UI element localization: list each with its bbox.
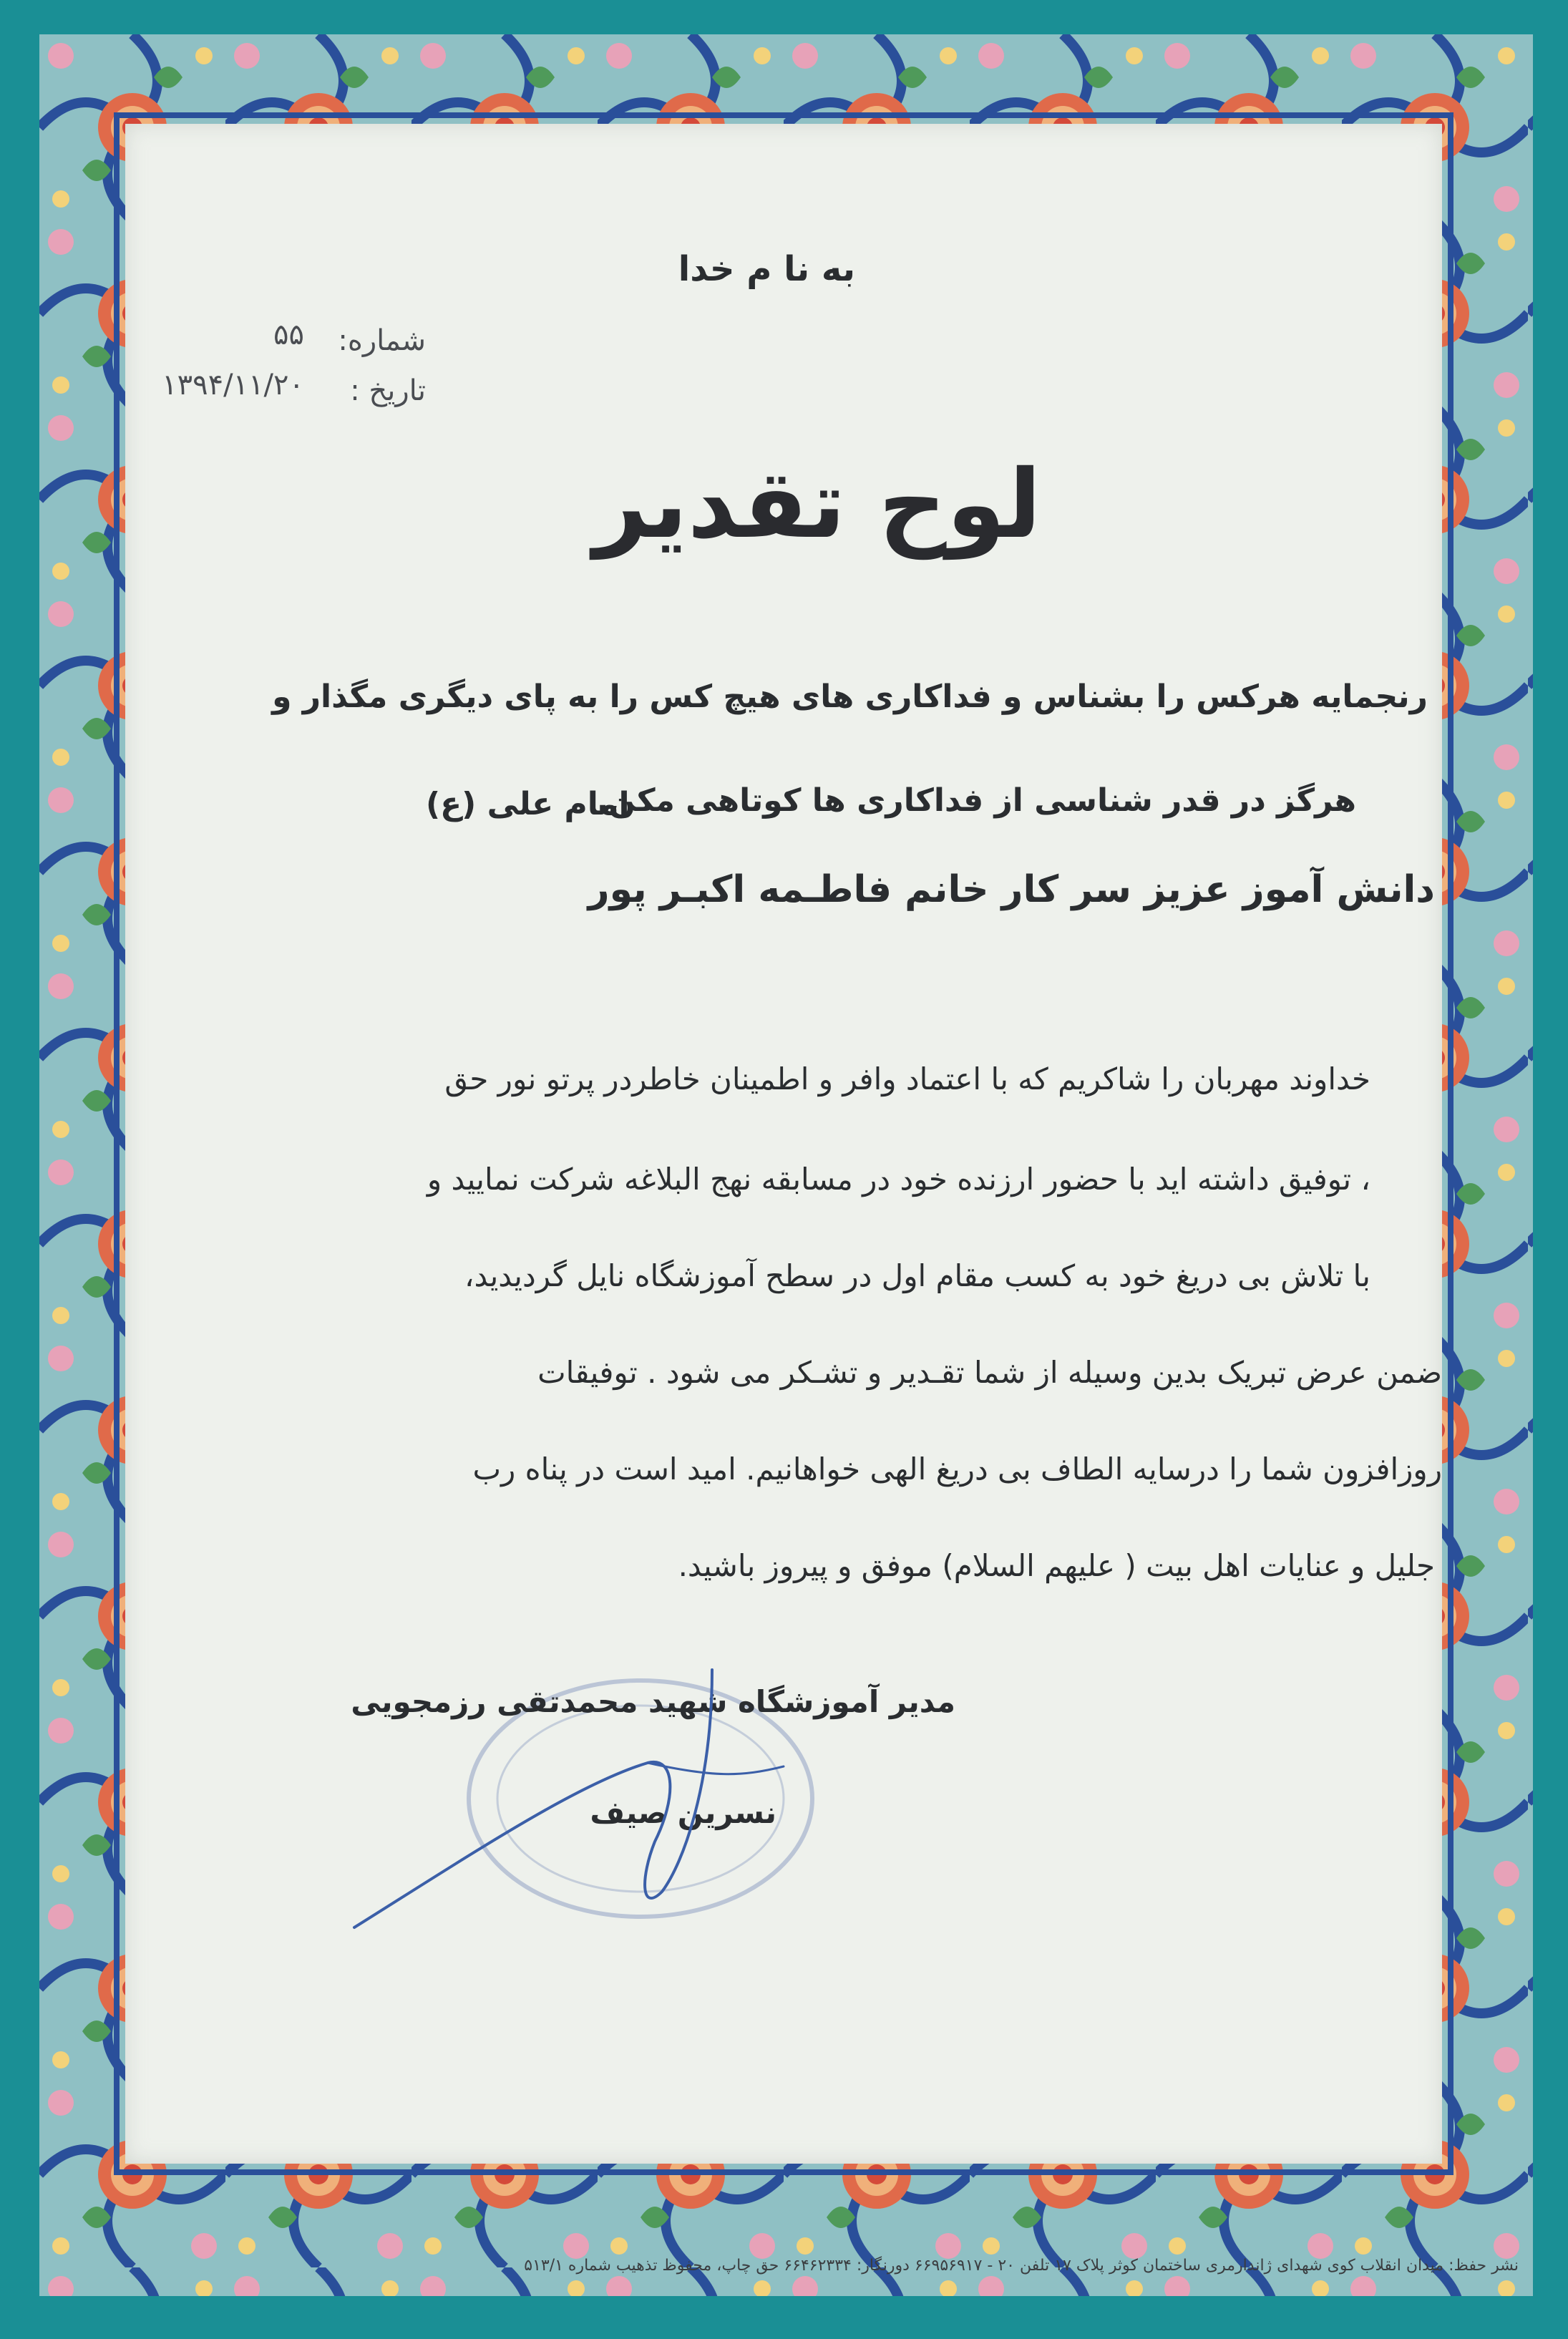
certificate-frame bbox=[39, 34, 1533, 2296]
date-value: ۱۳۹۴/۱۱/۲۰ bbox=[162, 369, 304, 402]
body-line: جلیل و عنایات اهل بیت ( علیهم السلام) موفق و پیروز باشید. bbox=[678, 1548, 1435, 1583]
signatory-name: نسرین صیف bbox=[590, 1795, 776, 1830]
body-line: ضمن عرض تبریک بدین وسیله از شما تقـدیر و تشـکر می شود . توفیقات bbox=[537, 1355, 1442, 1390]
quote-line-1: رنجمایه هرکس را بشناس و فداکاری های هیچ کس را به پای دیگری مگذار و bbox=[272, 679, 1428, 715]
printer-footer: نشر حفظ: میدان انقلاب کوی شهدای ژاندارمری ساختمان کوثر پلاک ۱۷ تلفن ۲۰ - ۶۶۹۵۶۹۱۷ دورنگار: ۶۶۴۶۲۳۳۴ حق چاپ، محفوظ تذهیب شماره ۵۱۳/۱ bbox=[524, 2257, 1519, 2275]
body-line: روزافزون شما را درسایه الطاف بی دریغ الهی خواهانیم. امید است در پناه رب bbox=[472, 1451, 1442, 1487]
body-line: با تلاش بی دریغ خود به کسب مقام اول در سطح آموزشگاه نایل گردیدید، bbox=[464, 1258, 1370, 1293]
body-line: ، توفیق داشته اید با حضور ارزنده خود در مسابقه نهج البلاغه شرکت نمایید و bbox=[427, 1162, 1370, 1197]
bismillah-heading: به نا م خدا bbox=[678, 249, 855, 289]
handwritten-signature bbox=[340, 1641, 841, 1942]
date-label: تاریخ : bbox=[350, 374, 426, 407]
quote-line-2: هرگز در قدر شناسی از فداکاری ها کوتاهی مکن. bbox=[596, 782, 1356, 819]
certificate-title: لوح تقدیر bbox=[593, 449, 1041, 560]
certificate-paper bbox=[125, 124, 1442, 2164]
recipient-line: دانش آموز عزیز سر کار خانم فاطـمه اکبـر پور bbox=[588, 868, 1435, 911]
number-value: ۵۵ bbox=[273, 318, 304, 351]
signatory-title: مدیر آموزشگاه شهید محمدتقی رزمجویی bbox=[351, 1684, 955, 1719]
body-line: خداوند مهربان را شاکریم که با اعتماد وافر و اطمینان خاطردر پرتو نور حق bbox=[444, 1061, 1370, 1096]
quote-author: امام علی (ع) bbox=[426, 786, 630, 822]
number-label: شماره: bbox=[338, 324, 426, 357]
